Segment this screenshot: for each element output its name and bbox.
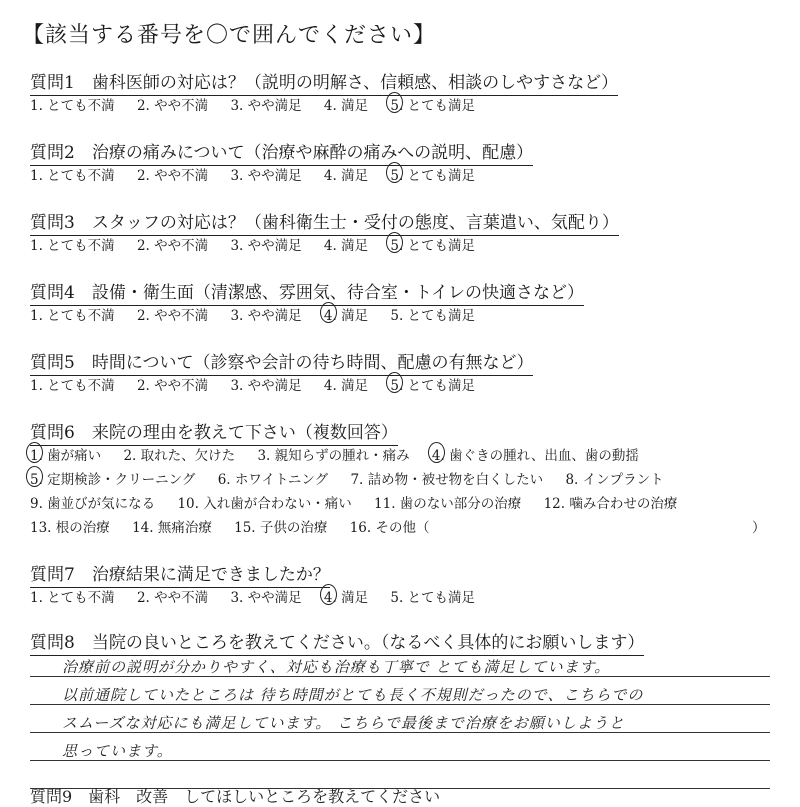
q7-option-5[interactable]: 5. とても満足 <box>390 590 476 606</box>
q6-option-12[interactable]: 12. 噛み合わせの治療 <box>543 496 678 512</box>
q6-row-1 <box>30 444 657 464</box>
q6-option-1[interactable]: 1. 歯が痛い <box>30 444 101 464</box>
question-1-options <box>30 94 493 114</box>
q6-option-2[interactable]: 2. 取れた、欠けた <box>123 448 236 464</box>
q6-option-14[interactable]: 14. 無痛治療 <box>132 520 212 536</box>
q6-option-16[interactable]: 16. その他（ <box>349 520 430 536</box>
q3-option-5[interactable]: 5. とても満足 <box>390 234 475 254</box>
q6-option-7[interactable]: 7. 詰め物・被せ物を白くしたい <box>350 472 544 488</box>
q6-option-15[interactable]: 15. 子供の治療 <box>234 520 328 536</box>
question-6-title: 質問6 来院の理由を教えて下さい（複数回答） <box>30 418 398 443</box>
q7-option-1[interactable]: 1. とても不満 <box>30 590 115 606</box>
q8-answer-line-3: スムーズな対応にも満足しています。 こちらで最後まで治療をお願いしようと <box>62 714 625 732</box>
question-7-title: 質問7 治療結果に満足できましたか？ <box>30 560 330 585</box>
question-9-title-partial: 質問9 歯科 改善 してほしいところを教えてください <box>30 787 441 806</box>
q6-option-9[interactable]: 9. 歯並びが気になる <box>30 496 156 512</box>
q5-option-2[interactable]: 2. やや不満 <box>136 378 209 394</box>
q8-answer-line-2: 以前通院していたところは 待ち時間がとても長く不規則だったので、こちらでの <box>62 686 644 704</box>
q1-option-2[interactable]: 2. やや不満 <box>136 98 209 114</box>
q2-option-4[interactable]: 4. 満足 <box>323 168 369 184</box>
q1-option-5[interactable]: 5. とても満足 <box>390 94 475 114</box>
q8-answer-line-4: 思っています。 <box>62 742 173 760</box>
q3-option-4[interactable]: 4. 満足 <box>323 238 369 254</box>
q1-option-4[interactable]: 4. 満足 <box>323 98 369 114</box>
q6-option-8[interactable]: 8. インプラント <box>565 472 664 488</box>
q6-option-3[interactable]: 3. 親知らずの腫れ・痛み <box>257 448 410 464</box>
q6-row-3 <box>30 492 695 512</box>
question-4-title: 質問4 設備・衛生面（清潔感、雰囲気、待合室・トイレの快適さなど） <box>30 278 584 303</box>
q2-option-1[interactable]: 1. とても不満 <box>30 168 115 184</box>
q5-option-5[interactable]: 5. とても満足 <box>390 374 475 394</box>
q5-option-1[interactable]: 1. とても不満 <box>30 378 115 394</box>
q7-option-3[interactable]: 3. やや満足 <box>230 590 302 606</box>
q6-option-10[interactable]: 10. 入れ歯が合わない・痛い <box>177 496 352 512</box>
q7-option-2[interactable]: 2. やや不満 <box>136 590 209 606</box>
question-1-title: 質問1 歯科医師の対応は？（説明の明解さ、信頼感、相談のしやすさなど） <box>30 68 618 93</box>
q6-row-4 <box>30 516 447 536</box>
question-8-title: 質問8 当院の良いところを教えてください。（なるべく具体的にお願いします） <box>30 628 644 653</box>
q4-option-4[interactable]: 4. 満足 <box>324 304 368 324</box>
question-7-options <box>30 586 493 606</box>
q5-option-4[interactable]: 4. 満足 <box>323 378 369 394</box>
q3-option-3[interactable]: 3. やや満足 <box>230 238 302 254</box>
q6-row-2 <box>30 468 682 488</box>
q3-option-2[interactable]: 2. やや不満 <box>136 238 209 254</box>
question-3-options <box>30 234 493 254</box>
q4-option-2[interactable]: 2. やや不満 <box>136 308 209 324</box>
q4-option-5[interactable]: 5. とても満足 <box>390 308 476 324</box>
question-2-options <box>30 164 493 184</box>
q6-option-6[interactable]: 6. ホワイトニング <box>217 472 329 488</box>
q4-option-3[interactable]: 3. やや満足 <box>230 308 302 324</box>
q2-option-3[interactable]: 3. やや満足 <box>230 168 302 184</box>
q7-option-4[interactable]: 4. 満足 <box>324 586 368 606</box>
q6-option-13[interactable]: 13. 根の治療 <box>30 520 110 536</box>
question-5-title: 質問5 時間について（診察や会計の待ち時間、配慮の有無など） <box>30 348 533 373</box>
question-4-options <box>30 304 493 324</box>
question-5-options <box>30 374 493 394</box>
q8-answer-line-1: 治療前の説明が分かりやすく、対応も治療も丁寧で とても満足しています。 <box>62 658 611 676</box>
q6-option-4[interactable]: 4. 歯ぐきの腫れ、出血、歯の動揺 <box>432 444 639 464</box>
q1-option-1[interactable]: 1. とても不満 <box>30 98 115 114</box>
q2-option-5[interactable]: 5. とても満足 <box>390 164 475 184</box>
q6-option-5[interactable]: 5. 定期検診・クリーニング <box>30 468 195 488</box>
q6-other-close-paren: ） <box>752 520 766 536</box>
q5-option-3[interactable]: 3. やや満足 <box>230 378 302 394</box>
q2-option-2[interactable]: 2. やや不満 <box>136 168 209 184</box>
q4-option-1[interactable]: 1. とても不満 <box>30 308 115 324</box>
q1-option-3[interactable]: 3. やや満足 <box>230 98 302 114</box>
q6-option-11[interactable]: 11. 歯のない部分の治療 <box>374 496 522 512</box>
question-3-title: 質問3 スタッフの対応は？（歯科衛生士・受付の態度、言葉遣い、気配り） <box>30 208 619 233</box>
page-header: 【該当する番号を〇で囲んでください】 <box>22 23 437 48</box>
question-2-title: 質問2 治療の痛みについて（治療や麻酔の痛みへの説明、配慮） <box>30 138 533 163</box>
q3-option-1[interactable]: 1. とても不満 <box>30 238 115 254</box>
